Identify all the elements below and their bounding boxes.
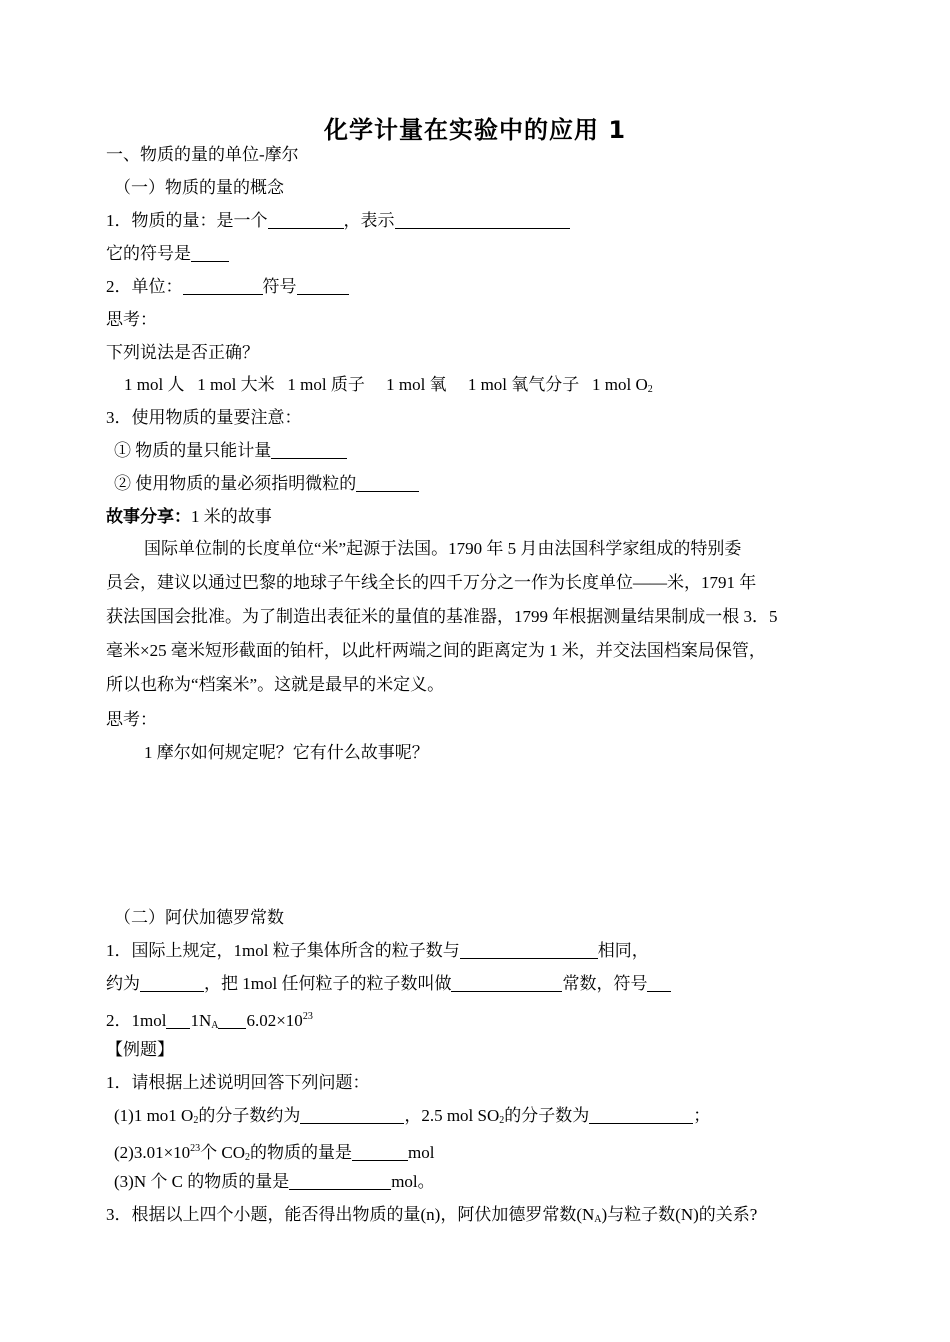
- fill-blank[interactable]: [183, 277, 263, 295]
- mole-question: 1 摩尔如何规定呢？它有什么故事呢？: [144, 743, 429, 762]
- example-1-part-2: $(2)3.01\times 10^{23}$个 $CO_2$的物质的量是 mol: [114, 1143, 435, 1163]
- fill-blank[interactable]: [356, 474, 419, 492]
- example-3-line: 3．根据以上四个小题，能否得出物质的量(n)，阿伏加德罗常数$(N_A)$与粒子数(N)的关系?: [106, 1205, 758, 1225]
- story-heading: 故事分享：1 米的故事: [106, 507, 272, 526]
- fill-blank[interactable]: [268, 211, 344, 229]
- note-2-line: ② 使用物质的量必须指明微粒的: [114, 473, 419, 495]
- question-1-line: 1．物质的量：是一个 ，表示: [106, 210, 570, 232]
- examples-line: 1 mol 人 1 mol 大米 1 mol 质子 1 mol 氧 1 mol 氧气分子 1 mol $O_2$: [124, 375, 653, 395]
- example-1-part-3: (3)N 个 C 的物质的量是 mol。: [114, 1172, 435, 1191]
- fill-blank[interactable]: [289, 1172, 391, 1190]
- fill-blank[interactable]: [166, 1011, 190, 1029]
- fill-blank[interactable]: [395, 211, 570, 229]
- fill-blank[interactable]: [140, 974, 204, 992]
- symbol-line: 它的符号是: [106, 243, 229, 265]
- fill-blank[interactable]: [218, 1011, 246, 1029]
- fill-blank[interactable]: [297, 277, 349, 295]
- example-1-part-1: (1)1 mo1 $O_2$的分子数约为 ，2.5 mol $SO_2$的分子数为 ；: [114, 1106, 711, 1126]
- example-heading: 【例题】: [106, 1040, 174, 1059]
- fill-blank[interactable]: [300, 1106, 404, 1124]
- avogadro-line-2: 约为 ，把 1mol 任何粒子的粒子数叫做 常数，符号: [106, 973, 671, 995]
- fill-blank[interactable]: [191, 244, 229, 262]
- think-label: 思考：: [106, 310, 157, 329]
- question-2-line: 2．单位： 符号: [106, 276, 349, 298]
- fill-blank[interactable]: [589, 1106, 693, 1124]
- subsection-heading: （一）物质的量的概念: [114, 178, 284, 197]
- avogadro-line-1: 1．国际上规定，1mol 粒子集体所含的粒子数与 相同，: [106, 941, 649, 960]
- example-1-prompt: 1．请根据上述说明回答下列问题：: [106, 1073, 370, 1092]
- fill-blank[interactable]: [647, 974, 671, 992]
- think-label: 思考：: [106, 710, 157, 729]
- fill-blank[interactable]: [271, 441, 347, 459]
- note-1-line: ① 物质的量只能计量: [114, 440, 347, 462]
- fill-blank[interactable]: [352, 1143, 408, 1161]
- page-title: 化学计量在实验中的应用 1: [323, 116, 627, 144]
- question-3-line: 3．使用物质的量要注意：: [106, 408, 302, 427]
- judge-prompt: 下列说法是否正确？: [106, 343, 259, 362]
- story-paragraph: 国际单位制的长度单位“米”起源于法国。1790 年 5 月由法国科学家组成的特别委 员会，建议以通过巴黎的地球子午线全长的四千万分之一作为长度单位——米，1791 年 获法国国会批准。为了制造出表征米的量值的基准器，1799 年根据测量结果制成一根 3．5 毫米×25 毫米短形截面的铂杆，以此杆两端之间的距离定为 1 米，并交法国档案局保管， 所以也称为“档案米”。这就是最早的米定义。: [106, 539, 778, 694]
- avogadro-line-3: 2．1mol $1N_A$ $6.02\times 10^{23}$: [106, 1011, 313, 1031]
- section-heading: 一、物质的量的单位-摩尔: [106, 145, 299, 164]
- subsection-heading: （二）阿伏加德罗常数: [114, 908, 284, 927]
- fill-blank[interactable]: [451, 974, 562, 992]
- fill-blank[interactable]: [460, 941, 598, 959]
